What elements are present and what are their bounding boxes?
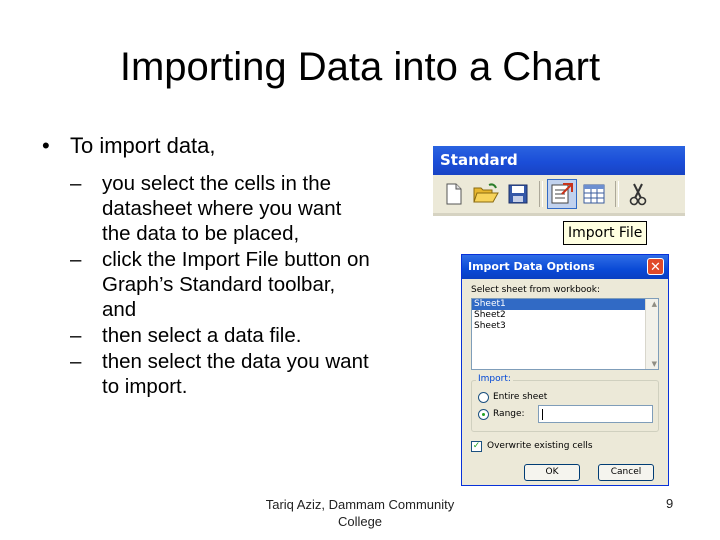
sheet-list[interactable] bbox=[471, 298, 659, 370]
sub-bullet-item bbox=[42, 323, 372, 348]
slide-footer: Tariq Aziz, Dammam Community College bbox=[265, 497, 455, 529]
sheet-list-item[interactable]: Sheet3 bbox=[474, 321, 506, 331]
view-datasheet-button[interactable] bbox=[579, 179, 609, 209]
toolbar-separator bbox=[615, 181, 619, 207]
toolbar-bottom-edge bbox=[433, 213, 685, 216]
range-label: Range: bbox=[493, 409, 525, 419]
radio-selected-dot bbox=[482, 413, 485, 416]
toolbar-buttons bbox=[439, 177, 655, 211]
bullet-text: To import data, bbox=[70, 133, 216, 158]
scroll-down-icon[interactable]: ▼ bbox=[651, 360, 657, 368]
dash-marker: – bbox=[70, 350, 82, 373]
bullet-marker: • bbox=[42, 133, 50, 158]
sheet-list-item[interactable]: Sheet2 bbox=[474, 310, 506, 320]
cut-button[interactable] bbox=[623, 179, 653, 209]
overwrite-label: Overwrite existing cells bbox=[487, 441, 593, 451]
sub-bullet-text: you select the cells in the datasheet where you want the data to be placed, bbox=[102, 172, 342, 245]
sheet-list-item[interactable]: Sheet1 bbox=[472, 299, 646, 310]
cut-icon bbox=[628, 182, 648, 206]
range-radio[interactable] bbox=[478, 409, 489, 420]
dialog-title-bar bbox=[462, 255, 668, 279]
standard-toolbar bbox=[433, 146, 685, 216]
ok-button[interactable]: OK bbox=[524, 464, 580, 481]
bullet-item bbox=[42, 132, 372, 159]
import-file-button[interactable] bbox=[547, 179, 577, 209]
view-datasheet-icon bbox=[583, 184, 605, 204]
sub-bullet-item bbox=[42, 349, 372, 399]
close-button[interactable] bbox=[647, 258, 664, 275]
sub-bullet-item bbox=[42, 247, 372, 322]
dash-marker: – bbox=[70, 172, 82, 195]
text-caret bbox=[542, 409, 543, 420]
overwrite-checkbox[interactable]: ✓ bbox=[472, 441, 481, 451]
close-icon: ✕ bbox=[650, 260, 661, 275]
select-sheet-label: Select sheet from workbook: bbox=[471, 285, 601, 295]
toolbar-title: Standard bbox=[433, 146, 685, 175]
open-button[interactable] bbox=[471, 179, 501, 209]
sheet-list-scrollbar[interactable] bbox=[645, 299, 658, 369]
save-button[interactable] bbox=[503, 179, 533, 209]
toolbar-separator bbox=[539, 181, 543, 207]
entire-sheet-radio[interactable] bbox=[478, 392, 489, 403]
sub-bullet-text: click the Import File button on Graph’s Standard toolbar, and bbox=[102, 248, 370, 321]
bullet-list bbox=[42, 132, 372, 400]
sub-bullet-item bbox=[42, 171, 372, 246]
import-group-label: Import: bbox=[478, 374, 511, 384]
scroll-up-icon[interactable]: ▲ bbox=[651, 300, 657, 308]
slide-title: Importing Data into a Chart bbox=[119, 45, 601, 89]
import-file-icon bbox=[550, 182, 574, 206]
new-button[interactable] bbox=[439, 179, 469, 209]
import-data-options-dialog bbox=[461, 254, 669, 486]
sub-bullet-text: then select the data you want to import. bbox=[102, 350, 369, 398]
import-file-tooltip: Import File bbox=[563, 221, 647, 245]
save-icon bbox=[508, 184, 528, 204]
sub-bullet-text: then select a data file. bbox=[102, 324, 302, 347]
cancel-button[interactable]: Cancel bbox=[598, 464, 654, 481]
dash-marker: – bbox=[70, 324, 82, 347]
open-icon bbox=[473, 183, 499, 205]
dialog-title: Import Data Options bbox=[468, 260, 595, 273]
page-number: 9 bbox=[666, 496, 674, 511]
dash-marker: – bbox=[70, 248, 82, 271]
entire-sheet-label: Entire sheet bbox=[493, 392, 548, 402]
new-icon bbox=[445, 183, 463, 205]
range-input[interactable] bbox=[538, 405, 653, 423]
